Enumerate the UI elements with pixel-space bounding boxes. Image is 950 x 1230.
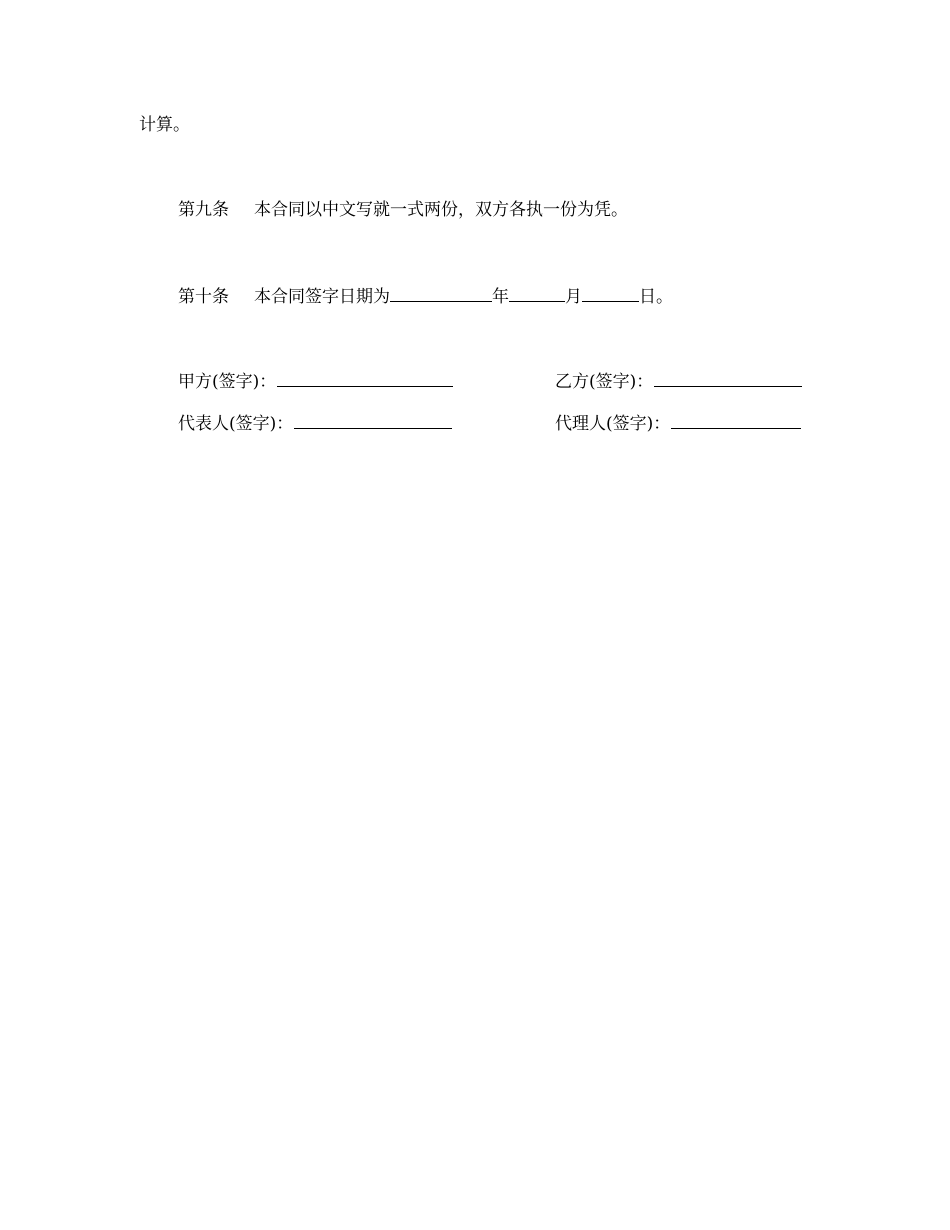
party-b-label: 乙方(签字)： bbox=[555, 372, 654, 392]
agent-label: 代理人(签字)： bbox=[555, 414, 671, 434]
year-label: 年 bbox=[492, 287, 509, 307]
day-blank[interactable] bbox=[582, 285, 639, 302]
party-a-signature-line[interactable] bbox=[277, 370, 453, 387]
party-b-signature-line[interactable] bbox=[654, 370, 802, 387]
representative-signature bbox=[178, 412, 452, 434]
article-10-text: 本合同签字日期为 bbox=[254, 287, 390, 307]
article-9-number: 第九条 bbox=[178, 200, 229, 220]
article-9 bbox=[178, 200, 628, 220]
representative-label: 代表人(签字)： bbox=[178, 414, 294, 434]
month-blank[interactable] bbox=[509, 285, 565, 302]
article-10 bbox=[178, 285, 673, 307]
article-9-text: 本合同以中文写就一式两份，双方各执一份为凭。 bbox=[254, 200, 628, 220]
month-label: 月 bbox=[565, 287, 582, 307]
agent-signature-line[interactable] bbox=[671, 412, 801, 429]
representative-signature-line[interactable] bbox=[294, 412, 452, 429]
article-10-number: 第十条 bbox=[178, 287, 229, 307]
party-a-label: 甲方(签字)： bbox=[178, 372, 277, 392]
year-blank[interactable] bbox=[390, 285, 492, 302]
agent-signature bbox=[555, 412, 801, 434]
continuation-text: 计算。 bbox=[139, 115, 190, 135]
party-a-signature bbox=[178, 370, 453, 392]
party-b-signature bbox=[555, 370, 802, 392]
day-label: 日。 bbox=[639, 287, 673, 307]
